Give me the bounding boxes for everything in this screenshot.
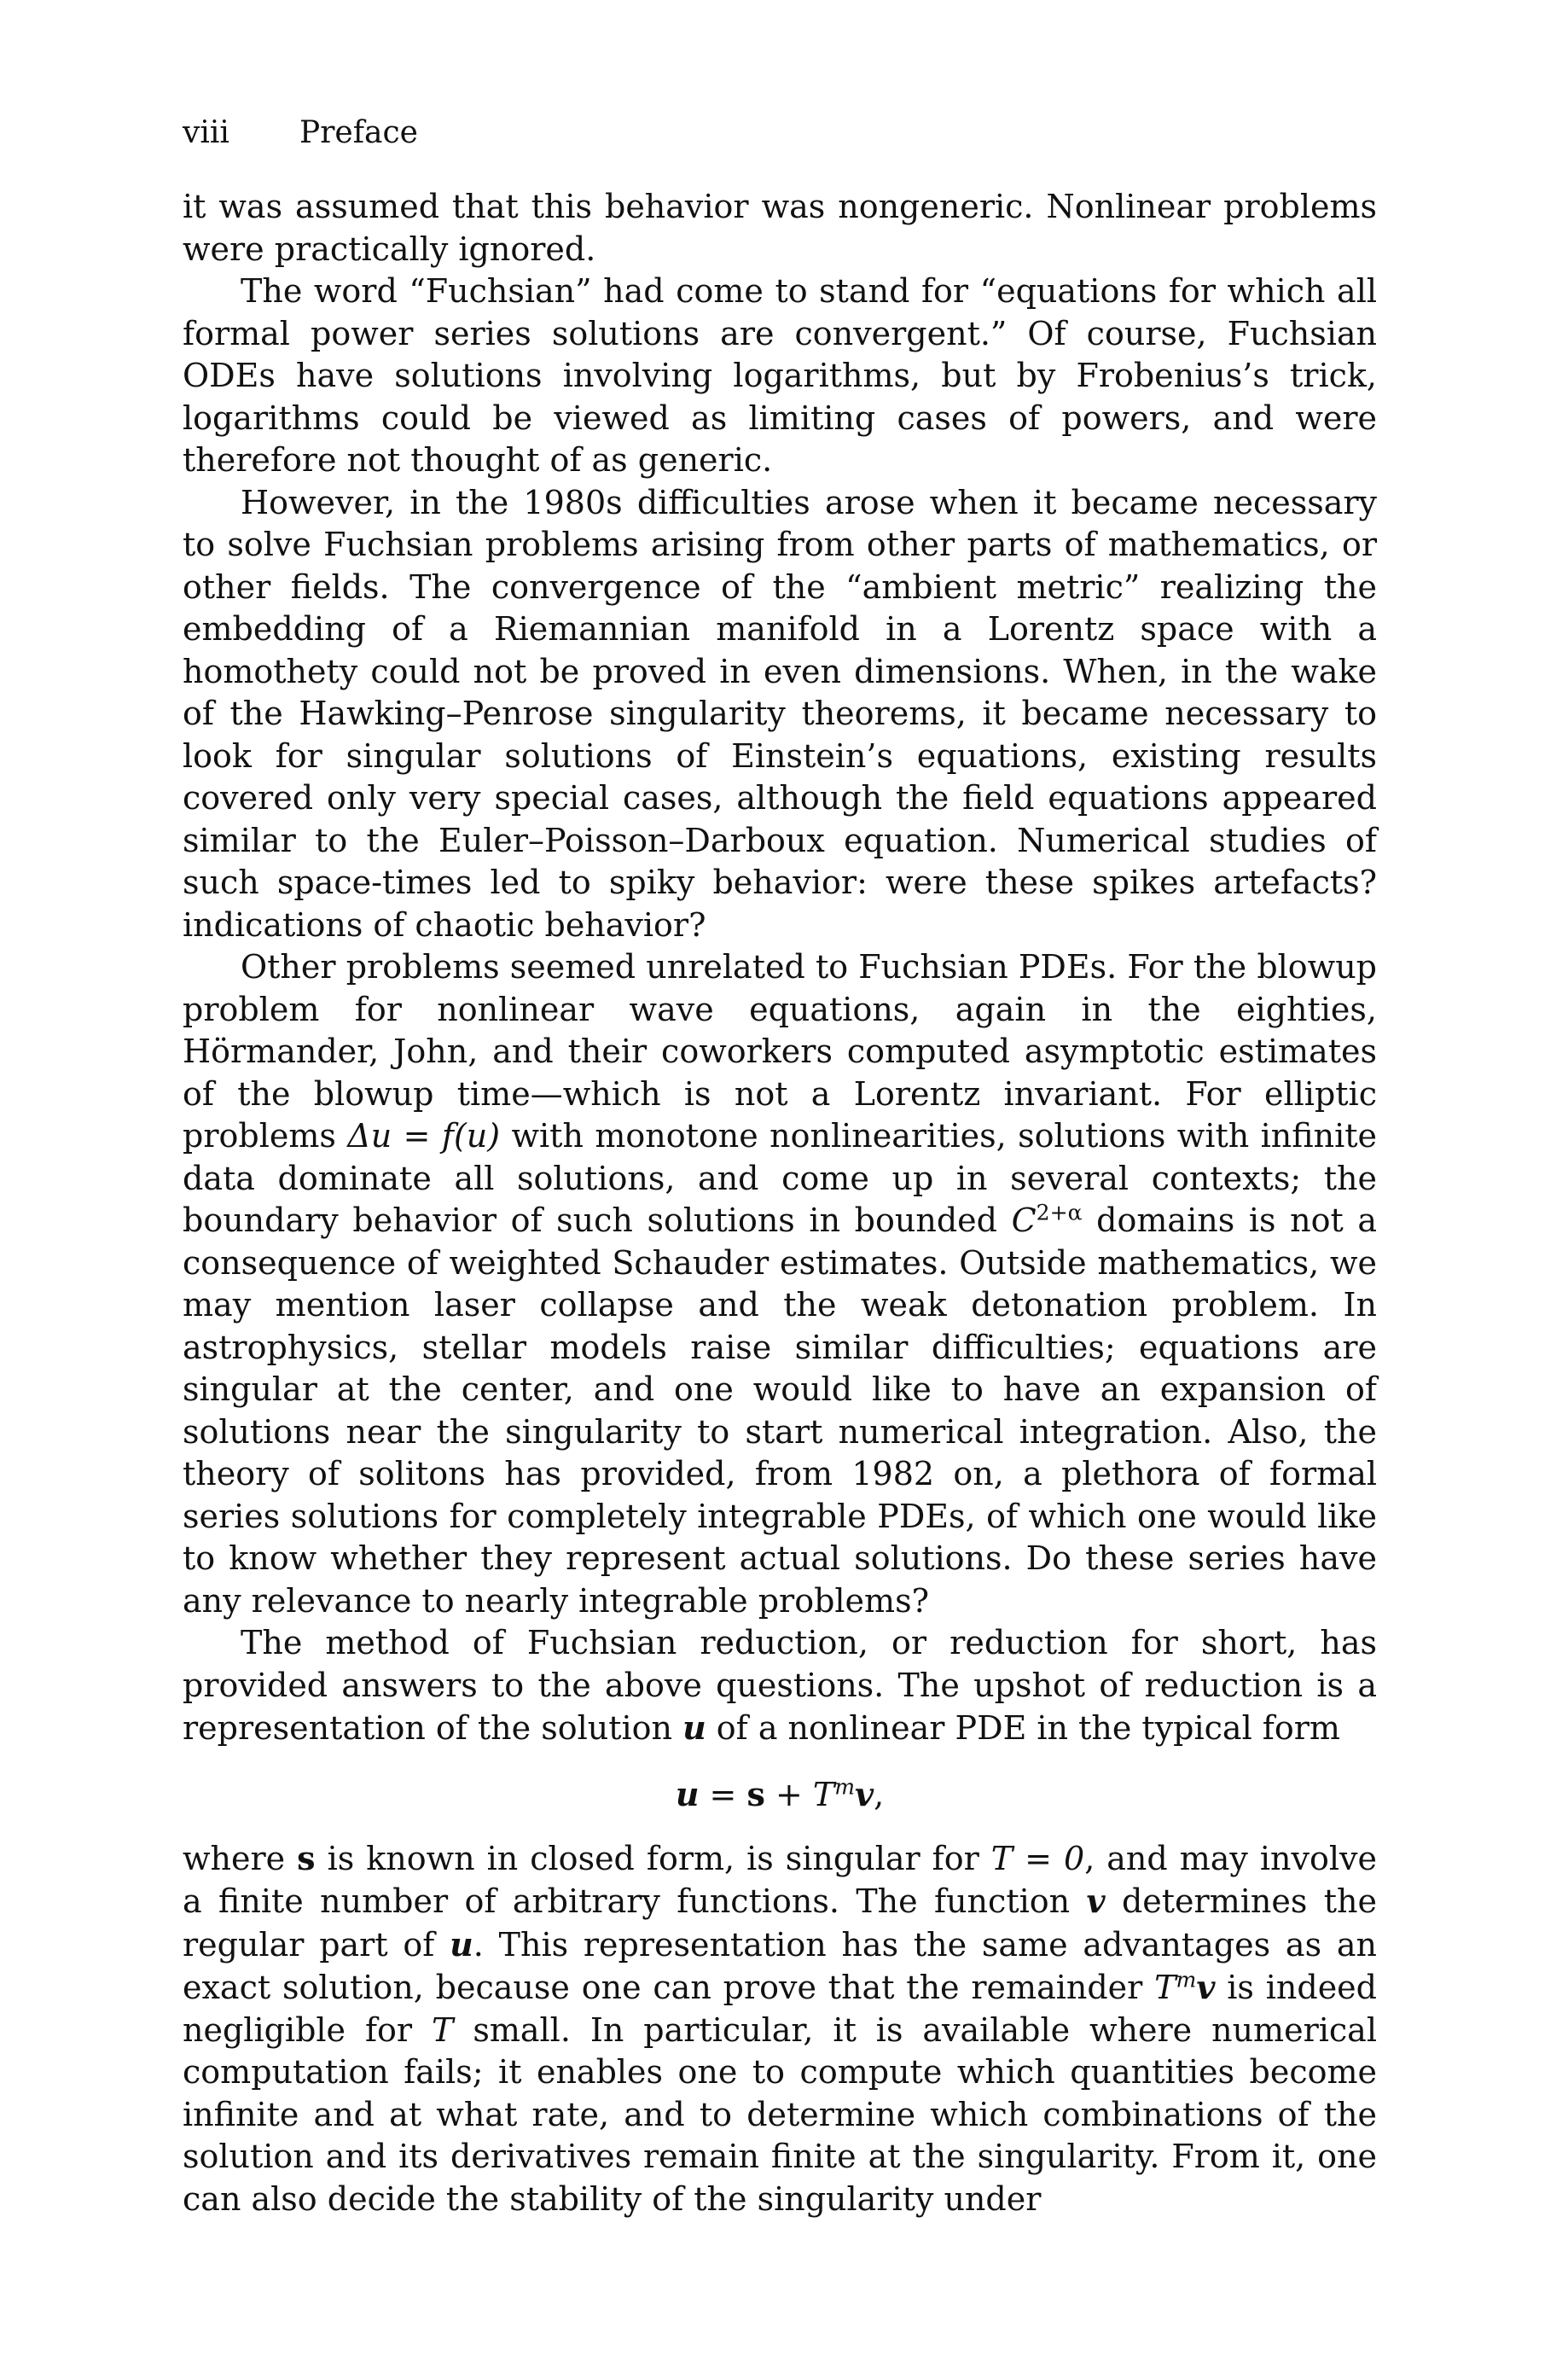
paragraph-3: However, in the 1980s difficulties arose when it became necessary to solve Fuchsian problems arising from other parts of mathematics, or other fields. The convergence of the “ambient metric” realizing the embedding of a Riemannian manifold in a Lorentz space with a homothety could not be proved in even dimensions. When, in the wake of the Hawking–Penrose singularity theorems, it became necessary to look for singular solutions of Einstein’s equations, existing results covered only very special cases, although the field equations appeared similar to the Euler–Poisson–Darboux equation. Numerical studies of such space-times led to spiky behavior: were these spikes artefacts? indications of chaotic behavior? bbox=[183, 483, 1377, 944]
eq-T: T bbox=[812, 1775, 835, 1813]
symbol-v-remainder: v bbox=[1196, 1968, 1216, 2006]
symbol-T-zero: T = 0 bbox=[990, 1839, 1085, 1877]
section-title: Preface bbox=[299, 115, 418, 150]
holder-space-exponent: 2+α bbox=[1036, 1200, 1083, 1225]
holder-space-base: C bbox=[1011, 1201, 1037, 1239]
solution-symbol: u bbox=[682, 1708, 706, 1747]
eq-singular-part: s bbox=[746, 1774, 765, 1813]
paragraph-6 bbox=[183, 1837, 1377, 2221]
paragraph-6-text-6: is indeed negligible for bbox=[183, 1969, 1377, 2049]
paragraph-6-text-4: determines the regular part of bbox=[183, 1882, 1377, 1964]
paragraph-5-text-b: of a nonlinear PDE in the typical form bbox=[706, 1709, 1340, 1747]
paragraph-4 bbox=[183, 946, 1377, 1622]
paragraph-1: it was assumed that this behavior was nongeneric. Nonlinear problems were practically ignored. bbox=[183, 188, 1377, 268]
paragraph-4-text-b: with monotone nonlinearities, solutions with infinite data dominate all solutions, and come up in several contexts; the boundary behavior of such solutions in bounded bbox=[183, 1117, 1377, 1239]
symbol-T-small: T bbox=[432, 2010, 454, 2049]
paragraph-2: The word “Fuchsian” had come to stand for “equations for which all formal power series solutions are convergent.” Of course, Fuchsian ODEs have solutions involving logarithms, but by Frobenius’s trick, logarithms could be viewed as limiting cases of powers, and were therefore not thought of as generic. bbox=[183, 272, 1377, 479]
eq-regular-part: v bbox=[855, 1774, 874, 1813]
eq-exponent: m bbox=[834, 1773, 855, 1799]
laplace-equation: Δu = f(u) bbox=[347, 1117, 501, 1155]
symbol-m-remainder: m bbox=[1176, 1967, 1197, 1993]
paragraph-6-text-1: where bbox=[183, 1839, 298, 1877]
symbol-v: v bbox=[1086, 1882, 1106, 1920]
page-number: viii bbox=[183, 115, 229, 150]
symbol-u: u bbox=[450, 1924, 473, 1964]
paragraph-4-text-c: domains is not a consequence of weighted Schauder estimates. Outside mathematics, we may mention laser collapse and the weak detonation problem. In astrophysics, stellar models raise similar difficulties; equations are singular at the center, and one would like to have an expansion of solutions near the singularity to start numerical integration. Also, the theory of solitons has provided, from 1982 on, a plethora of formal series solutions for completely integrable PDEs, of which one would like to know whether they represent actual solutions. Do these series have any relevance to nearly integrable problems? bbox=[183, 1201, 1377, 1620]
paragraph-5 bbox=[183, 1622, 1377, 1750]
paragraph-5-text-a: The method of Fuchsian reduction, or reduction for short, has provided answers to the above questions. The upshot of reduction is a representation of the solution bbox=[183, 1624, 1377, 1747]
symbol-s: s bbox=[297, 1838, 316, 1877]
running-head bbox=[183, 113, 418, 154]
symbol-T-remainder: T bbox=[1154, 1969, 1176, 2006]
display-equation bbox=[183, 1772, 1377, 1817]
paragraph-6-text-5: . This representation has the same advantages as an exact solution, because one can prove that the remainder bbox=[183, 1925, 1377, 2006]
eq-comma: , bbox=[874, 1775, 885, 1813]
paragraph-6-text-7: small. In particular, it is available where numerical computation fails; it enables one to compute which quantities become infinite and at what rate, and to determine which combinations of the solution and its derivatives remain finite at the singularity. From it, one can also decide the stability of the singularity under bbox=[183, 2010, 1377, 2218]
paragraph-6-text-2: is known in closed form, is singular for bbox=[315, 1839, 991, 1877]
body-text bbox=[183, 186, 1377, 2220]
eq-equals: = bbox=[699, 1775, 747, 1813]
eq-plus: + bbox=[764, 1775, 813, 1813]
paragraph-6-text-3: , and may involve a finite number of arbitrary functions. The function bbox=[183, 1839, 1377, 1920]
eq-lhs: u bbox=[675, 1774, 700, 1813]
paragraph-4-text-a: Other problems seemed unrelated to Fuchsian PDEs. For the blowup problem for nonlinear wave equations, again in the eighties, Hörmander, John, and their coworkers computed asymptotic estimates of the blowup time—which is not a Lorentz invariant. For elliptic problems bbox=[183, 948, 1377, 1155]
